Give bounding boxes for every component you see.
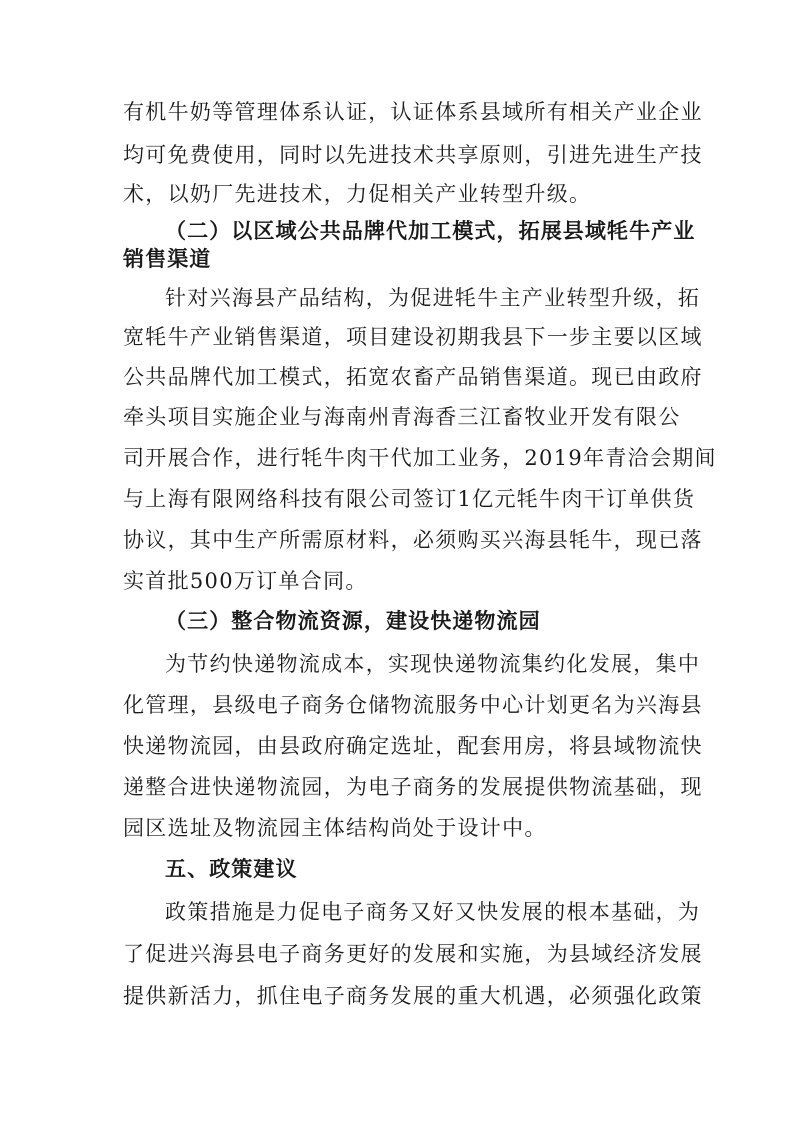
paragraph-line: 公共品牌代加工模式，拓宽农畜产品销售渠道。现已由政府	[123, 365, 703, 389]
paragraph-line: 术，以奶厂先进技术，力促相关产业转型升级。	[123, 182, 592, 206]
paragraph-line: 司开展合作，进行牦牛肉干代加工业务，2019年青洽会期间	[123, 446, 717, 470]
paragraph-line: 化管理，县级电子商务仓储物流服务中心计划更名为兴海县	[123, 693, 703, 717]
paragraph-line: 为节约快递物流成本，实现快递物流集约化发展，集中	[165, 652, 701, 676]
paragraph-line: 有机牛奶等管理体系认证，认证体系县域所有相关产业企业	[123, 100, 703, 124]
section-heading-2-cont: 销售渠道	[123, 247, 212, 271]
paragraph-line: 协议，其中生产所需原材料，必须购买兴海县牦牛，现已落	[123, 528, 703, 552]
paragraph-line: 宽牦牛产业销售渠道，项目建设初期我县下一步主要以区域	[123, 325, 703, 349]
section-heading-2: （二）以区域公共品牌代加工模式，拓展县域牦牛产业	[165, 219, 696, 243]
section-heading-5: 五、政策建议	[165, 857, 298, 881]
paragraph-line: 园区选址及物流园主体结构尚处于设计中。	[123, 816, 547, 840]
paragraph-line: 政策措施是力促电子商务又好又快发展的根本基础，为	[165, 900, 701, 924]
paragraph-line: 针对兴海县产品结构，为促进牦牛主产业转型升级，拓	[165, 286, 701, 310]
paragraph-line: 实首批500万订单合同。	[123, 569, 368, 593]
paragraph-line: 提供新活力，抓住电子商务发展的重大机遇，必须强化政策	[123, 984, 703, 1008]
paragraph-line: 牵头项目实施企业与海南州青海香三江畜牧业开发有限公	[123, 405, 681, 429]
paragraph-line: 递整合进快递物流园，为电子商务的发展提供物流基础，现	[123, 775, 703, 799]
paragraph-line: 了促进兴海县电子商务更好的发展和实施，为县域经济发展	[123, 942, 703, 966]
paragraph-line: 快递物流园，由县政府确定选址，配套用房，将县域物流快	[123, 734, 703, 758]
paragraph-line: 均可免费使用，同时以先进技术共享原则，引进先进生产技	[123, 143, 703, 167]
section-heading-3: （三）整合物流资源，建设快递物流园	[165, 609, 541, 633]
paragraph-line: 与上海有限网络科技有限公司签订1亿元牦牛肉干订单供货	[123, 487, 696, 511]
